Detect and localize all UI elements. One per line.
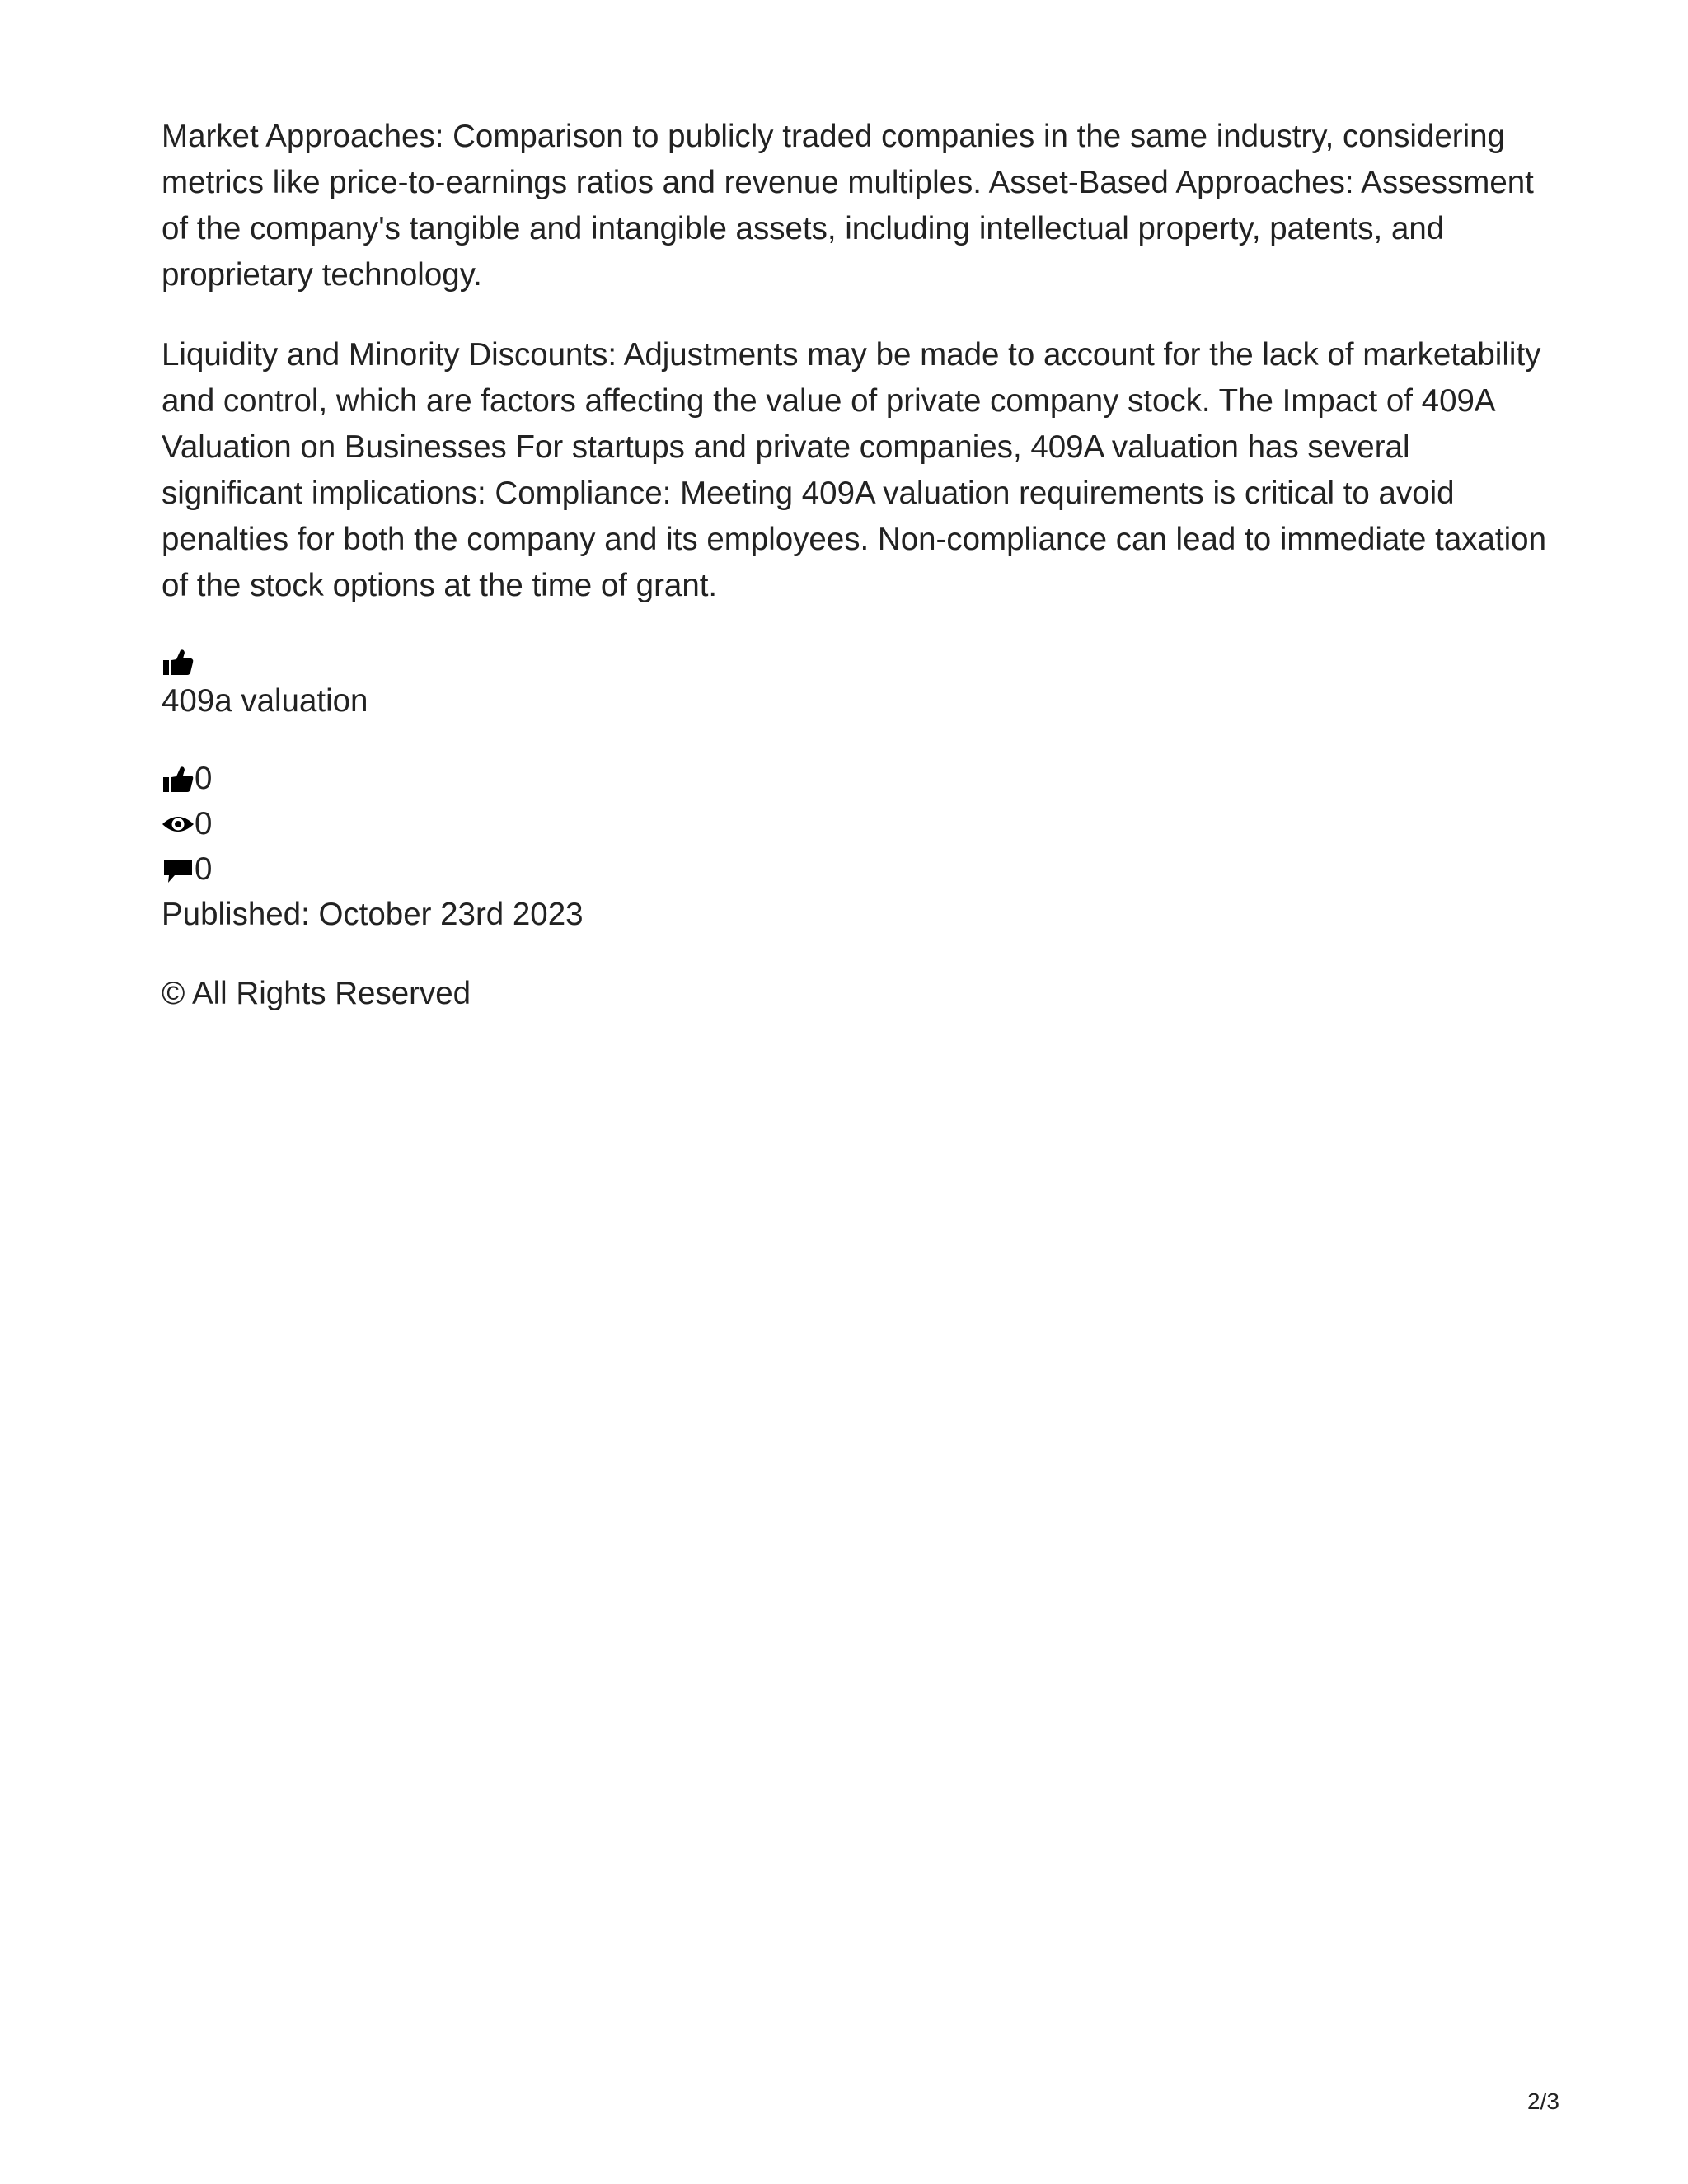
tag-link[interactable]: 409a valuation — [162, 683, 368, 719]
copyright-notice: © All Rights Reserved — [162, 976, 471, 1011]
page-indicator: 2/3 — [1527, 2088, 1559, 2114]
article-paragraph: Liquidity and Minority Discounts: Adjustments may be made to account for the lack of marketability and control, which are factors affecting the value of private company stock. The Impact of 409A Valuation on Businesses For startups and private companies, 409A valuation has several significant implications: Compliance: Meeting 409A valuation requirements is critical to avoid penalties for both the company and its employees. Non-compliance can lead to immediate taxation of the stock options at the time of grant. — [162, 337, 1546, 603]
views-stat — [162, 801, 1546, 846]
comment-icon — [162, 853, 195, 886]
likes-count: 0 — [195, 760, 213, 796]
likes-stat[interactable] — [162, 756, 1546, 801]
article-paragraph: Market Approaches: Comparison to publicly traded companies in the same industry, considering metrics like price-to-earnings ratios and revenue multiples. Asset-Based Approaches: Assessment of the company's tangible and intangible assets, including intellectual property, patents, and proprietary technology. — [162, 119, 1534, 293]
thumbs-up-icon[interactable] — [162, 645, 195, 678]
eye-icon — [162, 808, 195, 841]
comments-count: 0 — [195, 851, 213, 887]
comments-stat[interactable] — [162, 846, 1546, 892]
article-content — [162, 114, 1546, 1017]
thumbs-up-icon — [162, 762, 195, 795]
tag-block — [162, 645, 1546, 724]
published-date: Published: October 23rd 2023 — [162, 897, 584, 932]
views-count: 0 — [195, 805, 213, 841]
stats-block — [162, 756, 1546, 938]
